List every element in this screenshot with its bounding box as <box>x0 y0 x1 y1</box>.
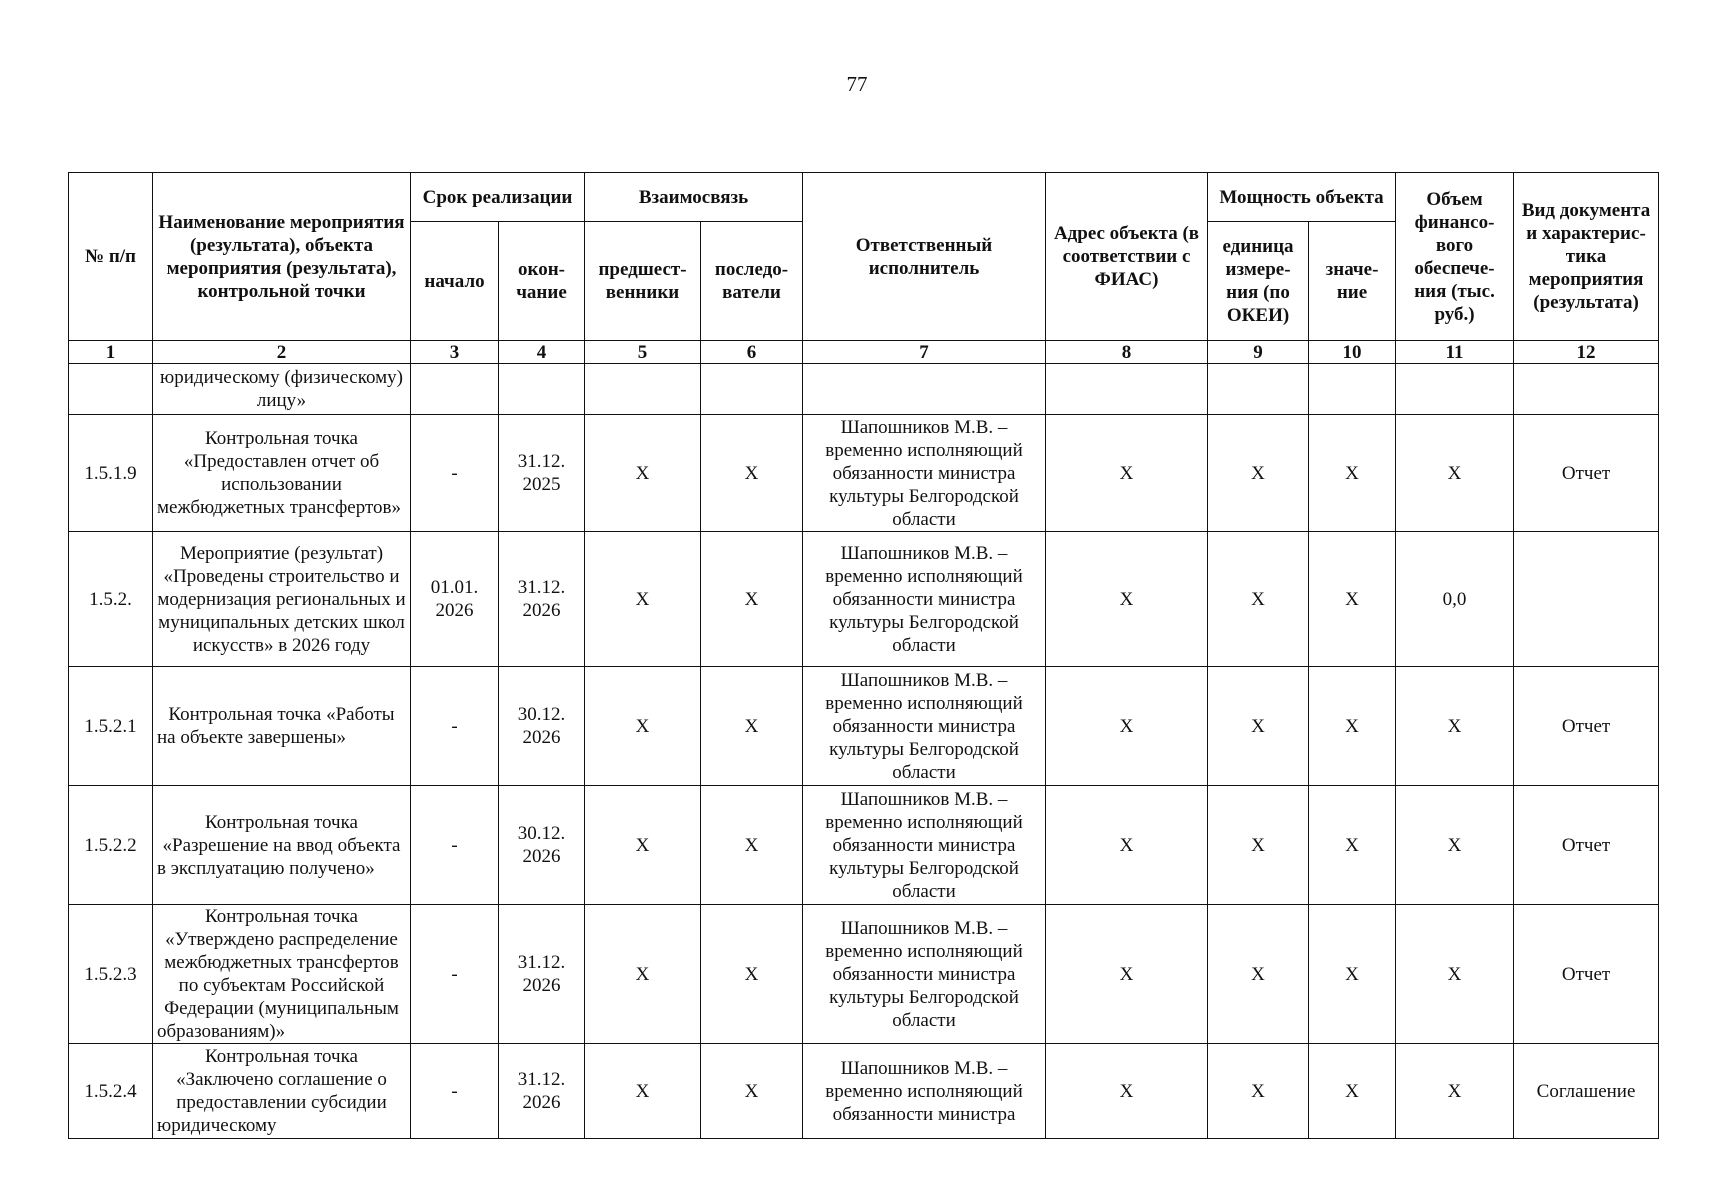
row-value: X <box>1309 786 1396 905</box>
table-row <box>69 667 1659 786</box>
row-num <box>69 364 153 415</box>
row-name: Контрольная точка «Разрешение на ввод объекта в эксплуатацию получено» <box>153 786 411 905</box>
row-end: 30.12. 2026 <box>499 667 585 786</box>
row-name: Контрольная точка «Работы на объекте завершены» <box>153 667 411 786</box>
row-next: X <box>701 1044 803 1139</box>
row-next: X <box>701 415 803 532</box>
row-doc: Отчет <box>1514 905 1659 1044</box>
column-number: 9 <box>1208 341 1309 364</box>
row-address: X <box>1046 532 1208 667</box>
column-number: 4 <box>499 341 585 364</box>
header-capacity-value: значе- ние <box>1309 222 1396 341</box>
row-prev: X <box>585 415 701 532</box>
row-doc <box>1514 532 1659 667</box>
row-num: 1.5.2.2 <box>69 786 153 905</box>
column-number: 2 <box>153 341 411 364</box>
row-prev <box>585 364 701 415</box>
row-num: 1.5.2.1 <box>69 667 153 786</box>
row-funding: X <box>1396 667 1514 786</box>
row-value: X <box>1309 905 1396 1044</box>
table-row <box>69 532 1659 667</box>
row-end: 31.12. 2026 <box>499 1044 585 1139</box>
row-funding: X <box>1396 1044 1514 1139</box>
column-number: 10 <box>1309 341 1396 364</box>
row-funding: 0,0 <box>1396 532 1514 667</box>
row-name: Контрольная точка «Утверждено распределение межбюджетных трансфертов по субъектам Российской Федерации (муниципальным образованиям)» <box>153 905 411 1044</box>
row-prev: X <box>585 1044 701 1139</box>
row-start: - <box>411 667 499 786</box>
row-unit: X <box>1208 905 1309 1044</box>
row-funding: X <box>1396 415 1514 532</box>
row-doc: Отчет <box>1514 415 1659 532</box>
row-start: 01.01. 2026 <box>411 532 499 667</box>
row-prev: X <box>585 905 701 1044</box>
row-doc <box>1514 364 1659 415</box>
column-number: 1 <box>69 341 153 364</box>
row-start <box>411 364 499 415</box>
row-address: X <box>1046 415 1208 532</box>
row-address: X <box>1046 905 1208 1044</box>
row-unit: X <box>1208 667 1309 786</box>
row-responsible: Шапошников М.В. – временно исполняющий обязанности министра культуры Белгородской области <box>803 532 1046 667</box>
row-end: 31.12. 2026 <box>499 905 585 1044</box>
row-start: - <box>411 415 499 532</box>
row-num: 1.5.2. <box>69 532 153 667</box>
header-funding: Объем финансо- вого обеспече- ния (тыс. руб.) <box>1396 173 1514 341</box>
row-num: 1.5.1.9 <box>69 415 153 532</box>
header-capacity: Мощность объекта <box>1208 173 1396 222</box>
row-funding: X <box>1396 905 1514 1044</box>
row-value: X <box>1309 532 1396 667</box>
row-prev: X <box>585 532 701 667</box>
row-next: X <box>701 532 803 667</box>
row-unit: X <box>1208 532 1309 667</box>
row-funding <box>1396 364 1514 415</box>
row-prev: X <box>585 667 701 786</box>
row-name: Контрольная точка «Предоставлен отчет об использовании межбюджетных трансфертов» <box>153 415 411 532</box>
header-row-top <box>69 173 1659 222</box>
table-row <box>69 905 1659 1044</box>
column-number: 11 <box>1396 341 1514 364</box>
row-next: X <box>701 786 803 905</box>
row-responsible: Шапошников М.В. – временно исполняющий обязанности министра <box>803 1044 1046 1139</box>
row-unit: X <box>1208 786 1309 905</box>
column-number: 12 <box>1514 341 1659 364</box>
row-responsible: Шапошников М.В. – временно исполняющий обязанности министра культуры Белгородской области <box>803 786 1046 905</box>
row-name: Мероприятие (результат) «Проведены строительство и модернизация региональных и муниципальных детских школ искусств» в 2026 году <box>153 532 411 667</box>
plan-table <box>68 172 1659 1139</box>
header-period-end: окон- чание <box>499 222 585 341</box>
row-unit: X <box>1208 415 1309 532</box>
column-number: 5 <box>585 341 701 364</box>
column-number-row <box>69 341 1659 364</box>
row-start: - <box>411 1044 499 1139</box>
row-value: X <box>1309 415 1396 532</box>
row-next: X <box>701 667 803 786</box>
header-responsible: Ответственный исполнитель <box>803 173 1046 341</box>
row-prev: X <box>585 786 701 905</box>
row-next <box>701 364 803 415</box>
header-num: № п/п <box>69 173 153 341</box>
row-responsible: Шапошников М.В. – временно исполняющий обязанности министра культуры Белгородской области <box>803 415 1046 532</box>
column-number: 3 <box>411 341 499 364</box>
row-responsible: Шапошников М.В. – временно исполняющий обязанности министра культуры Белгородской области <box>803 667 1046 786</box>
row-name: юридическому (физическому) лицу» <box>153 364 411 415</box>
header-period-start: начало <box>411 222 499 341</box>
row-funding: X <box>1396 786 1514 905</box>
row-end: 31.12. 2026 <box>499 532 585 667</box>
row-end: 30.12. 2026 <box>499 786 585 905</box>
row-address: X <box>1046 667 1208 786</box>
column-number: 7 <box>803 341 1046 364</box>
row-responsible <box>803 364 1046 415</box>
row-value <box>1309 364 1396 415</box>
row-end <box>499 364 585 415</box>
table-row <box>69 786 1659 905</box>
table-row <box>69 415 1659 532</box>
row-end: 31.12. 2025 <box>499 415 585 532</box>
row-value: X <box>1309 667 1396 786</box>
table-row <box>69 1044 1659 1139</box>
row-address <box>1046 364 1208 415</box>
header-name: Наименование мероприятия (результата), объекта мероприятия (результата), контрольной точки <box>153 173 411 341</box>
row-next: X <box>701 905 803 1044</box>
page-number: 77 <box>846 72 868 96</box>
header-capacity-unit: единица измере- ния (по ОКЕИ) <box>1208 222 1309 341</box>
header-doc: Вид документа и характерис- тика мероприятия (результата) <box>1514 173 1659 341</box>
row-address: X <box>1046 1044 1208 1139</box>
header-link: Взаимосвязь <box>585 173 803 222</box>
row-doc: Отчет <box>1514 786 1659 905</box>
row-name: Контрольная точка «Заключено соглашение о предоставлении субсидии юридическому <box>153 1044 411 1139</box>
column-number: 8 <box>1046 341 1208 364</box>
table-row <box>69 364 1659 415</box>
header-link-prev: предшест- венники <box>585 222 701 341</box>
row-doc: Соглашение <box>1514 1044 1659 1139</box>
row-unit <box>1208 364 1309 415</box>
row-value: X <box>1309 1044 1396 1139</box>
row-start: - <box>411 786 499 905</box>
header-address: Адрес объекта (в соответствии с ФИАС) <box>1046 173 1208 341</box>
row-doc: Отчет <box>1514 667 1659 786</box>
row-responsible: Шапошников М.В. – временно исполняющий обязанности министра культуры Белгородской области <box>803 905 1046 1044</box>
header-link-next: последо- ватели <box>701 222 803 341</box>
row-unit: X <box>1208 1044 1309 1139</box>
row-start: - <box>411 905 499 1044</box>
row-address: X <box>1046 786 1208 905</box>
header-period: Срок реализации <box>411 173 585 222</box>
row-num: 1.5.2.3 <box>69 905 153 1044</box>
row-num: 1.5.2.4 <box>69 1044 153 1139</box>
column-number: 6 <box>701 341 803 364</box>
